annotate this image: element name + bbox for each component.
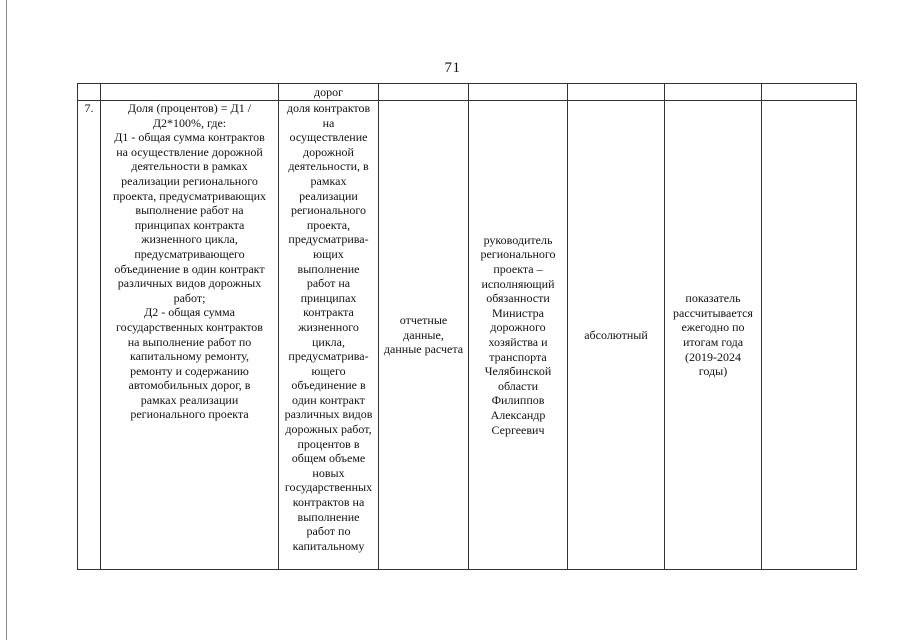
text-line: Доля (процентов) = Д1 / bbox=[127, 101, 252, 115]
text-line: выполнение работ на bbox=[135, 203, 244, 218]
text-line: регионального bbox=[290, 203, 367, 218]
text-line: Министра bbox=[492, 305, 544, 320]
text-line: различных видов bbox=[284, 407, 373, 422]
text-line: деятельности, в bbox=[288, 159, 369, 174]
text-line: на выполнение работ по bbox=[127, 334, 252, 349]
text-line: различных видов дорожных bbox=[117, 276, 262, 291]
text-line: данные, bbox=[403, 327, 444, 342]
text-line: процентов в bbox=[297, 436, 360, 451]
row-number: 7. bbox=[78, 101, 101, 570]
text-line: работ; bbox=[173, 290, 206, 305]
text-line: хозяйства и bbox=[488, 335, 548, 349]
responsible-cell bbox=[469, 101, 568, 570]
text-line: дорожной bbox=[303, 144, 354, 159]
text-line: предусматривающего bbox=[134, 246, 245, 261]
text-line: Александр bbox=[490, 407, 546, 422]
text-line: новых bbox=[312, 465, 345, 480]
cont-cell-source bbox=[379, 84, 469, 101]
text-line: исполняющий bbox=[481, 276, 555, 291]
text-line: один контракт bbox=[292, 392, 365, 407]
formula-lines bbox=[103, 101, 276, 422]
text-line: контрактов на bbox=[292, 495, 365, 510]
text-line: принципах bbox=[300, 290, 357, 305]
table-row bbox=[78, 101, 857, 570]
text-line: проекта, предусматривающих bbox=[112, 188, 267, 203]
text-line: рассчитывается bbox=[673, 305, 753, 320]
last-cell bbox=[762, 101, 857, 570]
periodicity-lines bbox=[667, 291, 759, 379]
text-line: предусматрива- bbox=[288, 349, 369, 364]
text-line: ющих bbox=[313, 246, 344, 261]
indicator-table bbox=[77, 83, 857, 570]
text-line: осуществление bbox=[289, 130, 368, 145]
text-line: Д2 - общая сумма bbox=[144, 305, 235, 320]
text-line: регионального bbox=[480, 247, 556, 262]
responsible-lines bbox=[471, 233, 565, 437]
text-line: принципах контракта bbox=[134, 217, 245, 232]
cont-cell-formula bbox=[101, 84, 279, 101]
text-line: Филиппов bbox=[491, 393, 545, 408]
text-line: объединение в bbox=[291, 378, 366, 393]
text-line: предусматрива- bbox=[288, 232, 369, 247]
text-line: регионального проекта bbox=[130, 407, 249, 422]
cont-cell-last bbox=[762, 84, 857, 101]
periodicity-cell bbox=[665, 101, 762, 570]
text-line: проекта – bbox=[493, 262, 543, 277]
text-line: руководитель bbox=[483, 232, 553, 247]
text-line: обязанности bbox=[486, 291, 550, 306]
text-line: транспорта bbox=[489, 349, 547, 364]
text-line: жизненного цикла, bbox=[141, 232, 238, 247]
text-line: на bbox=[322, 115, 335, 130]
definition-cell bbox=[279, 101, 379, 570]
text-line: проекта, bbox=[306, 217, 351, 232]
text-line: объединение в один контракт bbox=[114, 261, 265, 276]
text-line: данные расчета bbox=[383, 342, 464, 357]
text-line: реализации bbox=[299, 188, 358, 203]
text-line: выполнение bbox=[297, 509, 360, 524]
text-line: отчетные bbox=[399, 313, 448, 328]
cont-cell-definition: дорог bbox=[279, 84, 379, 101]
cont-cell-value-type bbox=[568, 84, 665, 101]
continuation-row bbox=[78, 84, 857, 101]
text-line: Д1 - общая сумма контрактов bbox=[114, 130, 265, 145]
text-line: капитальному bbox=[292, 538, 365, 553]
text-line: автомобильных дорог, в bbox=[128, 378, 251, 393]
text-line: Челябинской bbox=[484, 364, 552, 379]
text-line: на осуществление дорожной bbox=[116, 144, 263, 159]
text-line: Сергеевич bbox=[491, 422, 545, 437]
formula-cell bbox=[101, 101, 279, 570]
text-line: дорожного bbox=[490, 320, 546, 335]
cont-cell-number bbox=[78, 84, 101, 101]
text-line: (2019-2024 bbox=[685, 349, 741, 364]
source-lines bbox=[381, 313, 466, 357]
text-line: годы) bbox=[698, 364, 728, 379]
value-type-cell: абсолютный bbox=[568, 101, 665, 570]
text-line: работ по bbox=[306, 524, 351, 539]
cont-cell-periodicity bbox=[665, 84, 762, 101]
text-line: ремонту и содержанию bbox=[130, 363, 249, 378]
text-line: реализации регионального bbox=[121, 173, 258, 188]
source-cell bbox=[379, 101, 469, 570]
text-line: работ на bbox=[306, 276, 351, 291]
text-line: рамках bbox=[310, 173, 347, 188]
text-line: показатель bbox=[685, 291, 741, 306]
text-line: итогам года bbox=[682, 335, 744, 349]
page-number: 71 bbox=[444, 60, 461, 76]
text-line: дорожных работ, bbox=[285, 422, 372, 437]
cont-cell-responsible bbox=[469, 84, 568, 101]
text-line: государственных bbox=[284, 480, 373, 495]
definition-lines bbox=[281, 101, 376, 553]
text-line: доля контрактов bbox=[286, 101, 371, 115]
text-line: капитальному ремонту, bbox=[130, 349, 249, 364]
text-line: области bbox=[497, 378, 539, 393]
text-line: деятельности в рамках bbox=[131, 159, 248, 174]
text-line: общем объеме bbox=[291, 451, 366, 466]
text-line: рамках реализации bbox=[140, 392, 239, 407]
text-line: Д2*100%, где: bbox=[152, 115, 227, 130]
text-line: государственных контрактов bbox=[116, 319, 263, 334]
scan-edge-line bbox=[6, 0, 7, 640]
text-line: контракта bbox=[303, 305, 354, 320]
text-line: выполнение bbox=[297, 261, 360, 276]
text-line: ежегодно по bbox=[681, 320, 745, 335]
text-line: ющего bbox=[311, 363, 346, 378]
text-line: жизненного bbox=[298, 319, 359, 334]
text-line: цикла, bbox=[312, 334, 345, 349]
